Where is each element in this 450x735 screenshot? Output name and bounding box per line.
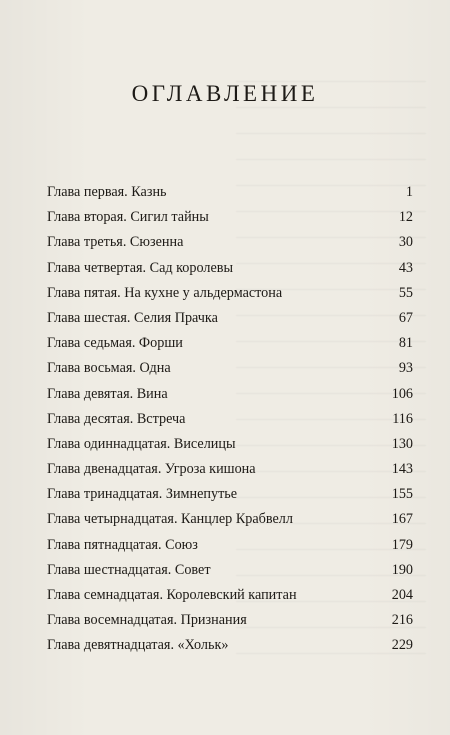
page-number: 130 [391, 435, 413, 452]
chapter-title: Глава девятая. Вина [47, 385, 168, 402]
page-number: 116 [392, 410, 413, 427]
page-number: 43 [398, 259, 413, 276]
page-number: 179 [391, 536, 413, 553]
toc-entry [47, 205, 413, 230]
toc-entry [47, 558, 413, 583]
chapter-title: Глава вторая. Сигил тайны [47, 209, 209, 226]
chapter-title: Глава восемнадцатая. Признания [47, 612, 247, 629]
chapter-title: Глава шестнадцатая. Совет [47, 561, 211, 578]
toc-entry [47, 633, 413, 658]
toc-entry [47, 583, 413, 608]
toc-entry [47, 507, 413, 532]
toc-entry [47, 382, 413, 407]
toc-entry [47, 230, 413, 255]
chapter-title: Глава третья. Сюзенна [47, 234, 184, 251]
page-number: 190 [391, 561, 413, 578]
page-number: 143 [391, 461, 413, 478]
page-number: 155 [391, 486, 413, 503]
chapter-title: Глава первая. Казнь [47, 184, 167, 200]
toc-entry [47, 432, 413, 457]
toc-entry [47, 281, 413, 306]
chapter-title: Глава пятая. На кухне у альдермастона [47, 284, 283, 301]
chapter-title: Глава седьмая. Форши [47, 335, 183, 352]
chapter-title: Глава тринадцатая. Зимнепутье [47, 486, 238, 503]
toc-entry [47, 457, 413, 482]
chapter-title: Глава восьмая. Одна [47, 360, 171, 377]
page-number: 204 [391, 587, 413, 603]
page-number: 106 [391, 385, 413, 402]
toc-entry [47, 356, 413, 381]
toc-entry [47, 331, 413, 356]
chapter-title: Глава четвертая. Сад королевы [47, 259, 234, 276]
toc-entry [47, 608, 413, 633]
page-title: ОГЛАВЛЕНИЕ [131, 81, 319, 107]
page-number: 229 [391, 637, 413, 654]
chapter-title: Глава двенадцатая. Угроза кишона [47, 461, 256, 478]
toc-entry [47, 533, 413, 558]
page-number: 30 [398, 234, 413, 251]
toc-entry [47, 256, 413, 281]
chapter-title: Глава четырнадцатая. Канцлер Крабвелл [47, 511, 293, 528]
page-number: 167 [391, 511, 413, 528]
chapter-title: Глава одиннадцатая. Виселицы [47, 435, 236, 452]
chapter-title: Глава девятнадцатая. «Хольк» [47, 637, 229, 654]
chapter-title: Глава шестая. Селия Прачка [47, 309, 218, 326]
chapter-title: Глава пятнадцатая. Союз [47, 536, 198, 553]
toc-entry [47, 306, 413, 331]
page-number: 93 [398, 360, 413, 377]
toc-entry [47, 407, 413, 432]
page-number: 1 [405, 184, 413, 200]
toc-entry [47, 180, 413, 205]
page-number: 12 [398, 209, 413, 226]
page-number: 216 [391, 612, 413, 629]
page-number: 55 [398, 284, 413, 301]
toc-entry [47, 482, 413, 507]
chapter-title: Глава семнадцатая. Королевский капитан [47, 587, 297, 603]
page-number: 81 [398, 335, 413, 352]
chapter-title: Глава десятая. Встреча [47, 410, 186, 427]
table-of-contents [47, 180, 413, 659]
page-number: 67 [398, 309, 413, 326]
